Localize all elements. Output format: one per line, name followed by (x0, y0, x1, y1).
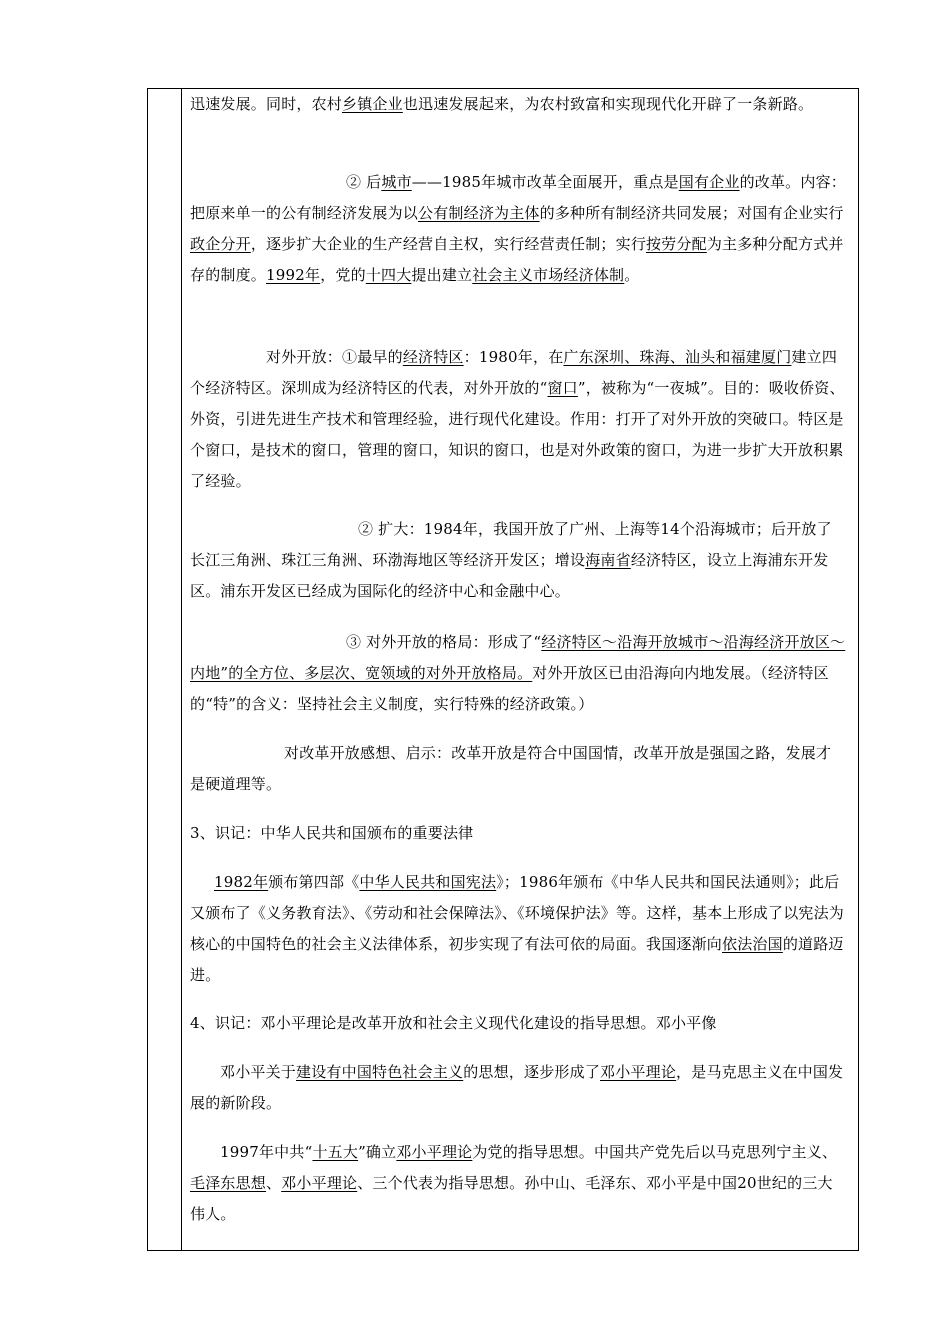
text-run: 的多种所有制经济共同发展；对国有企业实行 (539, 204, 844, 222)
keyword-underlined: 邓小平理论 (281, 1174, 358, 1192)
paragraph-rural-reform (190, 89, 846, 120)
keyword-underlined: 按劳分配 (646, 235, 707, 253)
text-run: 对外开放：①最早的 (266, 348, 403, 366)
text-run: ，是马克思主义在中国发展的新阶段。 (190, 1063, 844, 1112)
text-run: ② 扩大：1984年，我国开放了广州、上海等14个沿海城市；后开放了长江三角洲、珠江三角洲、环渤海地区等经济开发区；增设 (190, 520, 832, 569)
keyword-underlined: 十四大 (365, 266, 412, 284)
text-run: 。 (624, 266, 640, 284)
content-table (147, 88, 859, 1251)
keyword-underlined: 十五大 (312, 1143, 359, 1161)
paragraph-guiding-thoughts (190, 1137, 846, 1230)
text-run: ——1985年城市改革全面展开，重点是 (411, 173, 679, 191)
keyword-underlined: 1992年 (266, 266, 321, 284)
text-run: 3、识记：中华人民共和国颁布的重要法律 (190, 824, 474, 842)
keyword-underlined: 经济特区～沿海开放城市～沿海经济开放区～内地”的全方位、多层次、宽领域的对外开放格局。 (190, 633, 846, 682)
text-run: ”，被称为“一夜城”。目的：吸收侨资、外资，引进先进生产技术和管理经验，进行现代化建设。作用：打开了对外开放的突破口。特区是个窗口，是技术的窗口，管理的窗口，知识的窗口，也是对外政策的窗口，为进一步扩大开放积累了经验。 (190, 379, 845, 490)
text-run: ③ 对外开放的格局：形成了“ (346, 633, 542, 651)
paragraph-opening-up-sez (190, 342, 846, 497)
keyword-underlined: 广东深圳、珠海、汕头和福建厦门 (563, 348, 792, 366)
text-run: 1997年中共“ (220, 1143, 313, 1161)
text-run: 经济特区，设立上海浦东开发区。浦东开发区已经成为国际化的经济中心和金融中心。 (190, 551, 829, 600)
keyword-underlined: 城市 (381, 173, 412, 191)
keyword-underlined: 邓小平理论 (396, 1143, 473, 1161)
text-run: 颁布第四部《 (268, 873, 360, 891)
text-run: 建立四个经济特区。深圳成为经济特区的代表，对外开放的“ (190, 348, 838, 397)
text-run: ，党的 (320, 266, 366, 284)
text-run: 、三个代表为指导思想。孙中山、毛泽东、邓小平是中国20世纪的三大伟人。 (190, 1174, 833, 1223)
text-run: ，逐步扩大企业的生产经营自主权，实行经营责任制；实行 (250, 235, 647, 253)
text-run: 对改革开放感想、启示：改革开放是符合中国国情，改革开放是强国之路，发展才是硬道理等。 (190, 744, 832, 793)
keyword-underlined: 邓小平理论 (600, 1063, 677, 1081)
text-run: 为主多种分配方式并存的制度。 (190, 235, 844, 284)
text-run: ”确立 (358, 1143, 397, 1161)
keyword-underlined: 公有制经济为主体 (418, 204, 540, 222)
text-run: 迅速发展。同时，农村 (190, 95, 343, 113)
text-run: 对外开放区已由沿海向内地发展。（经济特区的“特”的含义：坚持社会主义制度，实行特殊的经济政策。） (190, 664, 829, 713)
table-left-column (148, 89, 182, 1250)
text-run: 也迅速发展起来，为农村致富和实现现代化开辟了一条新路。 (402, 95, 814, 113)
keyword-underlined: 政企分开 (190, 235, 251, 253)
keyword-underlined: 建设有中国特色社会主义 (296, 1063, 464, 1081)
text-run: ② 后 (346, 173, 382, 191)
keyword-underlined: 经济特区 (402, 348, 464, 366)
paragraph-reflection (190, 738, 846, 800)
keyword-underlined: 海南省 (585, 551, 631, 569)
text-run: 》；1986年颁布《中华人民共和国民法通则》；此后又颁布了《义务教育法》、《劳动和社会保障法》、《环境保护法》等。这样，基本上形成了以宪法为核心的中国特色的社会主义法律体系，初步实现了有法可依的局面。我国逐渐向 (190, 873, 845, 953)
keyword-underlined: 国有企业 (678, 173, 740, 191)
section-heading-laws (190, 818, 846, 849)
text-run: 的道路迈进。 (190, 935, 844, 984)
keyword-underlined: 1982年 (214, 873, 269, 891)
text-run: 提出建立 (411, 266, 473, 284)
keyword-underlined: 中华人民共和国宪法 (359, 873, 497, 891)
text-run: 为党的指导思想。中国共产党先后以马克思列宁主义、 (472, 1143, 838, 1161)
paragraph-laws (190, 867, 846, 991)
text-run: 的思想，逐步形成了 (463, 1063, 601, 1081)
text-run: 4、识记：邓小平理论是改革开放和社会主义现代化建设的指导思想。邓小平像 (190, 1014, 717, 1032)
section-heading-deng-theory (190, 1008, 846, 1039)
text-run: ：1980年，在 (463, 348, 564, 366)
paragraph-urban-reform (190, 167, 846, 291)
keyword-underlined: 社会主义市场经济体制 (472, 266, 625, 284)
paragraph-opening-expansion (190, 514, 846, 607)
text-run: 邓小平关于 (220, 1063, 297, 1081)
keyword-underlined: 乡镇企业 (342, 95, 403, 113)
paragraph-opening-pattern (190, 627, 846, 720)
keyword-underlined: 窗口 (547, 379, 578, 397)
paragraph-deng-theory (190, 1057, 846, 1119)
keyword-underlined: 毛泽东思想 (190, 1174, 267, 1192)
table-content-cell (190, 89, 846, 1250)
text-run: 的改革。内容：把原来单一的公有制经济发展为以 (190, 173, 846, 222)
keyword-underlined: 依法治国 (722, 935, 783, 953)
text-run: 、 (266, 1174, 282, 1192)
